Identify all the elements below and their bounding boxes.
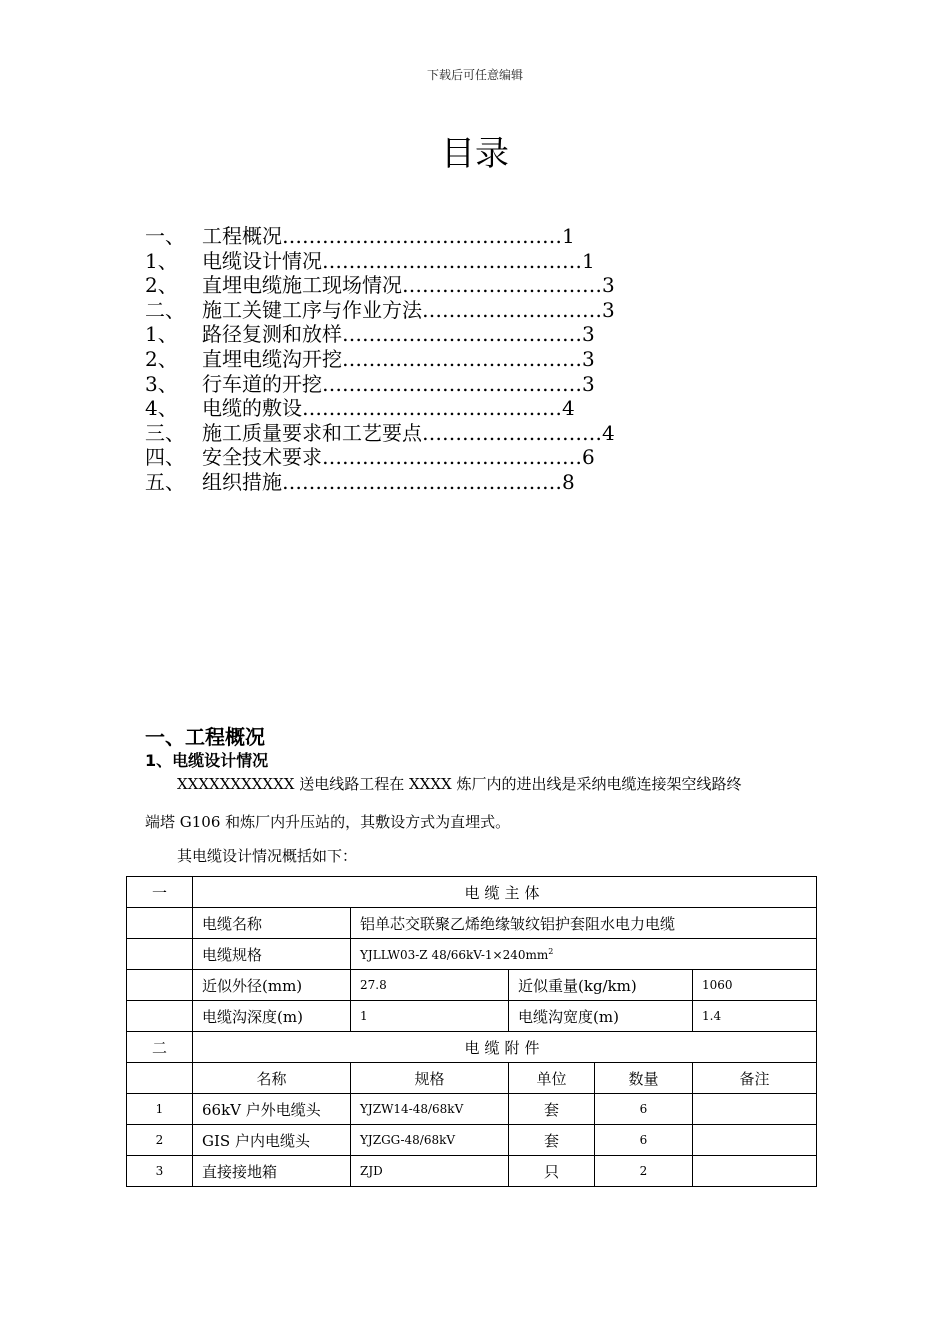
spec-cell: YJZGG-48/68kV <box>351 1125 509 1156</box>
name-cell: GIS 户内电缆头 <box>193 1125 351 1156</box>
toc-entry-number: 3、 <box>145 371 178 396</box>
row-number-cell: 3 <box>127 1156 193 1187</box>
name-cell: 66kV 户外电缆头 <box>193 1094 351 1125</box>
unit-cell: 套 <box>509 1094 595 1125</box>
toc-entry-label: 行车道的开挖 <box>202 371 322 396</box>
toc-entry-page: 8 <box>562 469 575 494</box>
toc-entry-label: 安全技术要求 <box>202 445 322 470</box>
row-number-cell: 2 <box>127 1125 193 1156</box>
toc-entry[interactable] <box>145 421 615 446</box>
section-number-cell: 一 <box>127 877 193 908</box>
toc-entry[interactable] <box>145 347 615 372</box>
unit-cell: 只 <box>509 1156 595 1187</box>
value-cell: 27.8 <box>351 970 509 1001</box>
toc-entry[interactable] <box>145 322 615 347</box>
toc-entry-leader: ………………………… <box>402 273 602 298</box>
toc-entry-page: 3 <box>602 273 615 298</box>
quantity-cell: 6 <box>595 1125 693 1156</box>
unit-cell: 套 <box>509 1125 595 1156</box>
section-heading: 一、工程概况 <box>145 725 265 749</box>
toc-title: 目录 <box>441 134 509 174</box>
section-title-cell: 电缆主体 <box>193 877 817 908</box>
body-paragraph: 其电缆设计情况概括如下： <box>177 847 358 865</box>
cable-spec-table <box>126 876 817 1187</box>
table-header-row <box>127 1063 817 1094</box>
toc-entry-page: 4 <box>602 420 615 445</box>
table-row <box>127 1001 817 1032</box>
toc-entry-label: 直埋电缆沟开挖 <box>202 346 342 371</box>
toc-entry-leader: …………………………………… <box>282 469 562 494</box>
empty-cell <box>127 939 193 970</box>
toc-entry-number: 1、 <box>145 248 178 273</box>
toc-entry-number: 1、 <box>145 322 178 347</box>
section-number-cell: 二 <box>127 1032 193 1063</box>
cable-spec-value: YJLLW03-Z 48/66kV-1×240mm <box>360 947 549 962</box>
value-cell: 1.4 <box>693 1001 817 1032</box>
toc-entry-page: 1 <box>562 224 575 248</box>
toc-entry-number: 三、 <box>145 420 185 445</box>
toc-entry-leader: ………………………………… <box>322 248 582 273</box>
toc-entry-leader: ………………………………… <box>322 445 582 470</box>
toc-entry-label: 工程概况 <box>202 224 282 248</box>
quantity-cell: 2 <box>595 1156 693 1187</box>
table-row <box>127 1125 817 1156</box>
toc-entry-number: 4、 <box>145 396 178 421</box>
label-cell: 电缆规格 <box>193 939 351 970</box>
toc-entry[interactable] <box>145 470 615 495</box>
table-row <box>127 1032 817 1063</box>
value-cell: 1060 <box>693 970 817 1001</box>
label-cell: 近似外径(mm) <box>193 970 351 1001</box>
toc-entry-page: 1 <box>582 248 595 273</box>
toc-entry[interactable] <box>145 372 615 397</box>
toc-entry-number: 2、 <box>145 273 178 298</box>
column-header: 备注 <box>693 1063 817 1094</box>
column-header: 单位 <box>509 1063 595 1094</box>
toc-entry-number: 二、 <box>145 297 185 322</box>
toc-entry[interactable] <box>145 249 615 274</box>
toc-entry-number: 一、 <box>145 224 185 248</box>
name-cell: 直接接地箱 <box>193 1156 351 1187</box>
toc-entry-leader: ……………………………… <box>342 346 582 371</box>
toc-entry-label: 电缆的敷设 <box>202 396 302 421</box>
column-header: 数量 <box>595 1063 693 1094</box>
quantity-cell: 6 <box>595 1094 693 1125</box>
subsection-heading: 1、电缆设计情况 <box>145 751 269 770</box>
toc-entry-page: 6 <box>582 445 595 470</box>
superscript: 2 <box>548 946 554 956</box>
toc-entry-label: 路径复测和放样 <box>202 322 342 347</box>
toc-entry-number: 五、 <box>145 469 185 494</box>
note-cell <box>693 1125 817 1156</box>
table-of-contents <box>145 224 615 495</box>
toc-entry-leader: ……………………… <box>422 420 602 445</box>
table-row <box>127 1156 817 1187</box>
note-cell <box>693 1094 817 1125</box>
row-number-cell: 1 <box>127 1094 193 1125</box>
spec-cell: YJZW14-48/68kV <box>351 1094 509 1125</box>
empty-cell <box>127 1001 193 1032</box>
toc-entry-page: 3 <box>602 297 615 322</box>
toc-entry-number: 2、 <box>145 346 178 371</box>
label-cell: 电缆沟宽度(m) <box>509 1001 693 1032</box>
table-row <box>127 939 817 970</box>
header-note: 下载后可任意编辑 <box>426 68 523 82</box>
toc-entry-label: 电缆设计情况 <box>202 248 322 273</box>
toc-entry-label: 施工质量要求和工艺要点 <box>202 420 422 445</box>
table-row <box>127 970 817 1001</box>
note-cell <box>693 1156 817 1187</box>
toc-entry-page: 3 <box>582 371 595 396</box>
empty-cell <box>127 970 193 1001</box>
toc-entry-page: 3 <box>582 322 595 347</box>
value-cell: 1 <box>351 1001 509 1032</box>
spec-cell: ZJD <box>351 1156 509 1187</box>
toc-entry-leader: ………………………………… <box>302 396 562 421</box>
toc-entry[interactable] <box>145 445 615 470</box>
body-paragraph-line: XXXXXXXXXXX 送电线路工程在 XXXX 炼厂内的进出线是采纳电缆连接架空线路终 <box>177 775 742 793</box>
toc-entry-page: 4 <box>562 396 575 421</box>
value-cell: 铝单芯交联聚乙烯绝缘皱纹铝护套阻水电力电缆 <box>351 908 817 939</box>
section-title-cell: 电缆附件 <box>193 1032 817 1063</box>
column-header: 规格 <box>351 1063 509 1094</box>
toc-entry-leader: ……………………… <box>422 297 602 322</box>
toc-entry-label: 组织措施 <box>202 469 282 494</box>
toc-entry[interactable] <box>145 298 615 323</box>
toc-entry[interactable] <box>145 273 615 298</box>
table-row <box>127 877 817 908</box>
label-cell: 近似重量(kg/km) <box>509 970 693 1001</box>
toc-entry-leader: …………………………………… <box>282 224 562 248</box>
toc-entry-label: 直埋电缆施工现场情况 <box>202 273 402 298</box>
label-cell: 电缆名称 <box>193 908 351 939</box>
toc-entry[interactable] <box>145 224 615 249</box>
table-row <box>127 1094 817 1125</box>
toc-entry-label: 施工关键工序与作业方法 <box>202 297 422 322</box>
toc-entry-leader: ………………………………… <box>322 371 582 396</box>
toc-entry-leader: ……………………………… <box>342 322 582 347</box>
label-cell: 电缆沟深度(m) <box>193 1001 351 1032</box>
table-row <box>127 908 817 939</box>
toc-entry-number: 四、 <box>145 445 185 470</box>
body-paragraph-line: 端塔 G106 和炼厂内升压站的，其敷设方式为直埋式。 <box>145 813 511 831</box>
empty-cell <box>127 1063 193 1094</box>
column-header: 名称 <box>193 1063 351 1094</box>
value-cell <box>351 939 817 970</box>
toc-entry[interactable] <box>145 396 615 421</box>
empty-cell <box>127 908 193 939</box>
toc-entry-page: 3 <box>582 346 595 371</box>
